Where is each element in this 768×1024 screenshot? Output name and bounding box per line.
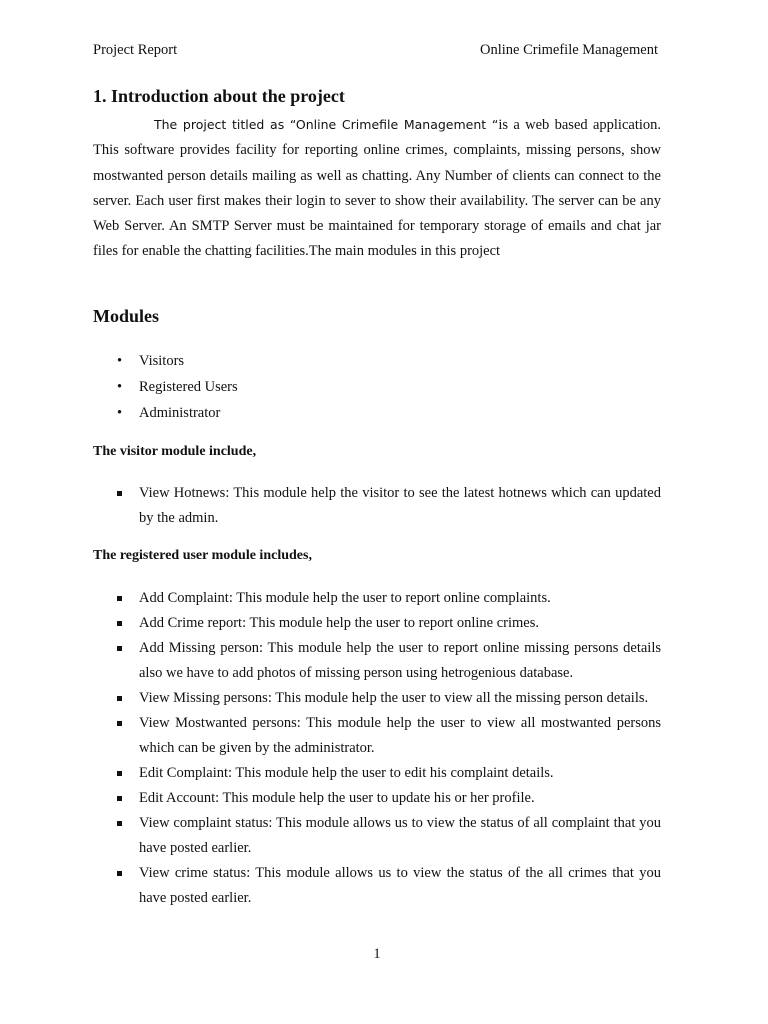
list-item: Add Missing person: This module help the user to report online missing persons details also we have to add photos of missing person using hetrogenious database.	[93, 636, 661, 686]
list-item: View Mostwanted persons: This module help the user to view all mostwanted persons which can be given by the administrator.	[93, 711, 661, 761]
bullet-icon: •	[117, 379, 123, 395]
square-bullet-icon	[117, 821, 122, 826]
bullet-icon: •	[117, 405, 123, 421]
header-left-text: Project Report	[93, 42, 178, 58]
list-item: • Registered Users	[93, 374, 238, 400]
registered-list	[93, 586, 661, 911]
square-bullet-icon	[117, 646, 122, 651]
list-item: Add Crime report: This module help the user to report online crimes.	[93, 611, 661, 636]
square-bullet-icon	[117, 721, 122, 726]
list-item: Edit Complaint: This module help the user to edit his complaint details.	[93, 761, 661, 786]
intro-body-text: is a web based application. This software provides facility for reporting online crimes, complaints, missing persons, show mostwanted person details mailing as well as chatting. Any Number of clients can connect to the server. Each user first makes their login to sever to show their availability. The server can be any Web Server. An SMTP Server must be maintained for temporary storage of emails and chat jar files for enable the chatting facilities.The main modules in this project	[93, 117, 662, 260]
intro-paragraph	[93, 112, 661, 265]
square-bullet-icon	[117, 621, 122, 626]
registered-heading: The registered user module includes,	[93, 548, 312, 563]
list-item: View Missing persons: This module help the user to view all the missing person details.	[93, 686, 661, 711]
square-bullet-icon	[117, 696, 122, 701]
header-right-text: Online Crimefile Management	[480, 42, 658, 58]
square-bullet-icon	[117, 796, 122, 801]
list-item: View complaint status: This module allows us to view the status of all complaint that you have posted earlier.	[93, 811, 661, 861]
intro-heading: 1. Introduction about the project	[93, 86, 345, 106]
intro-lead-text: The project titled as “Online Crimefile Management “	[154, 117, 499, 132]
list-item: Add Complaint: This module help the user to report online complaints.	[93, 586, 661, 611]
visitor-list	[93, 481, 661, 531]
bullet-icon: •	[117, 353, 123, 369]
list-item: • Visitors	[93, 348, 238, 374]
list-item: Edit Account: This module help the user to update his or her profile.	[93, 786, 661, 811]
modules-heading: Modules	[93, 306, 160, 326]
list-item: View Hotnews: This module help the visitor to see the latest hotnews which can updated by the admin.	[93, 481, 661, 531]
modules-list	[93, 348, 238, 426]
list-item: View crime status: This module allows us to view the status of the all crimes that you have posted earlier.	[93, 861, 661, 911]
page-number: 1	[373, 946, 381, 962]
list-item: • Administrator	[93, 400, 238, 426]
square-bullet-icon	[117, 596, 122, 601]
square-bullet-icon	[117, 871, 122, 876]
visitor-heading: The visitor module include,	[93, 444, 257, 459]
square-bullet-icon	[117, 771, 122, 776]
square-bullet-icon	[117, 491, 122, 496]
